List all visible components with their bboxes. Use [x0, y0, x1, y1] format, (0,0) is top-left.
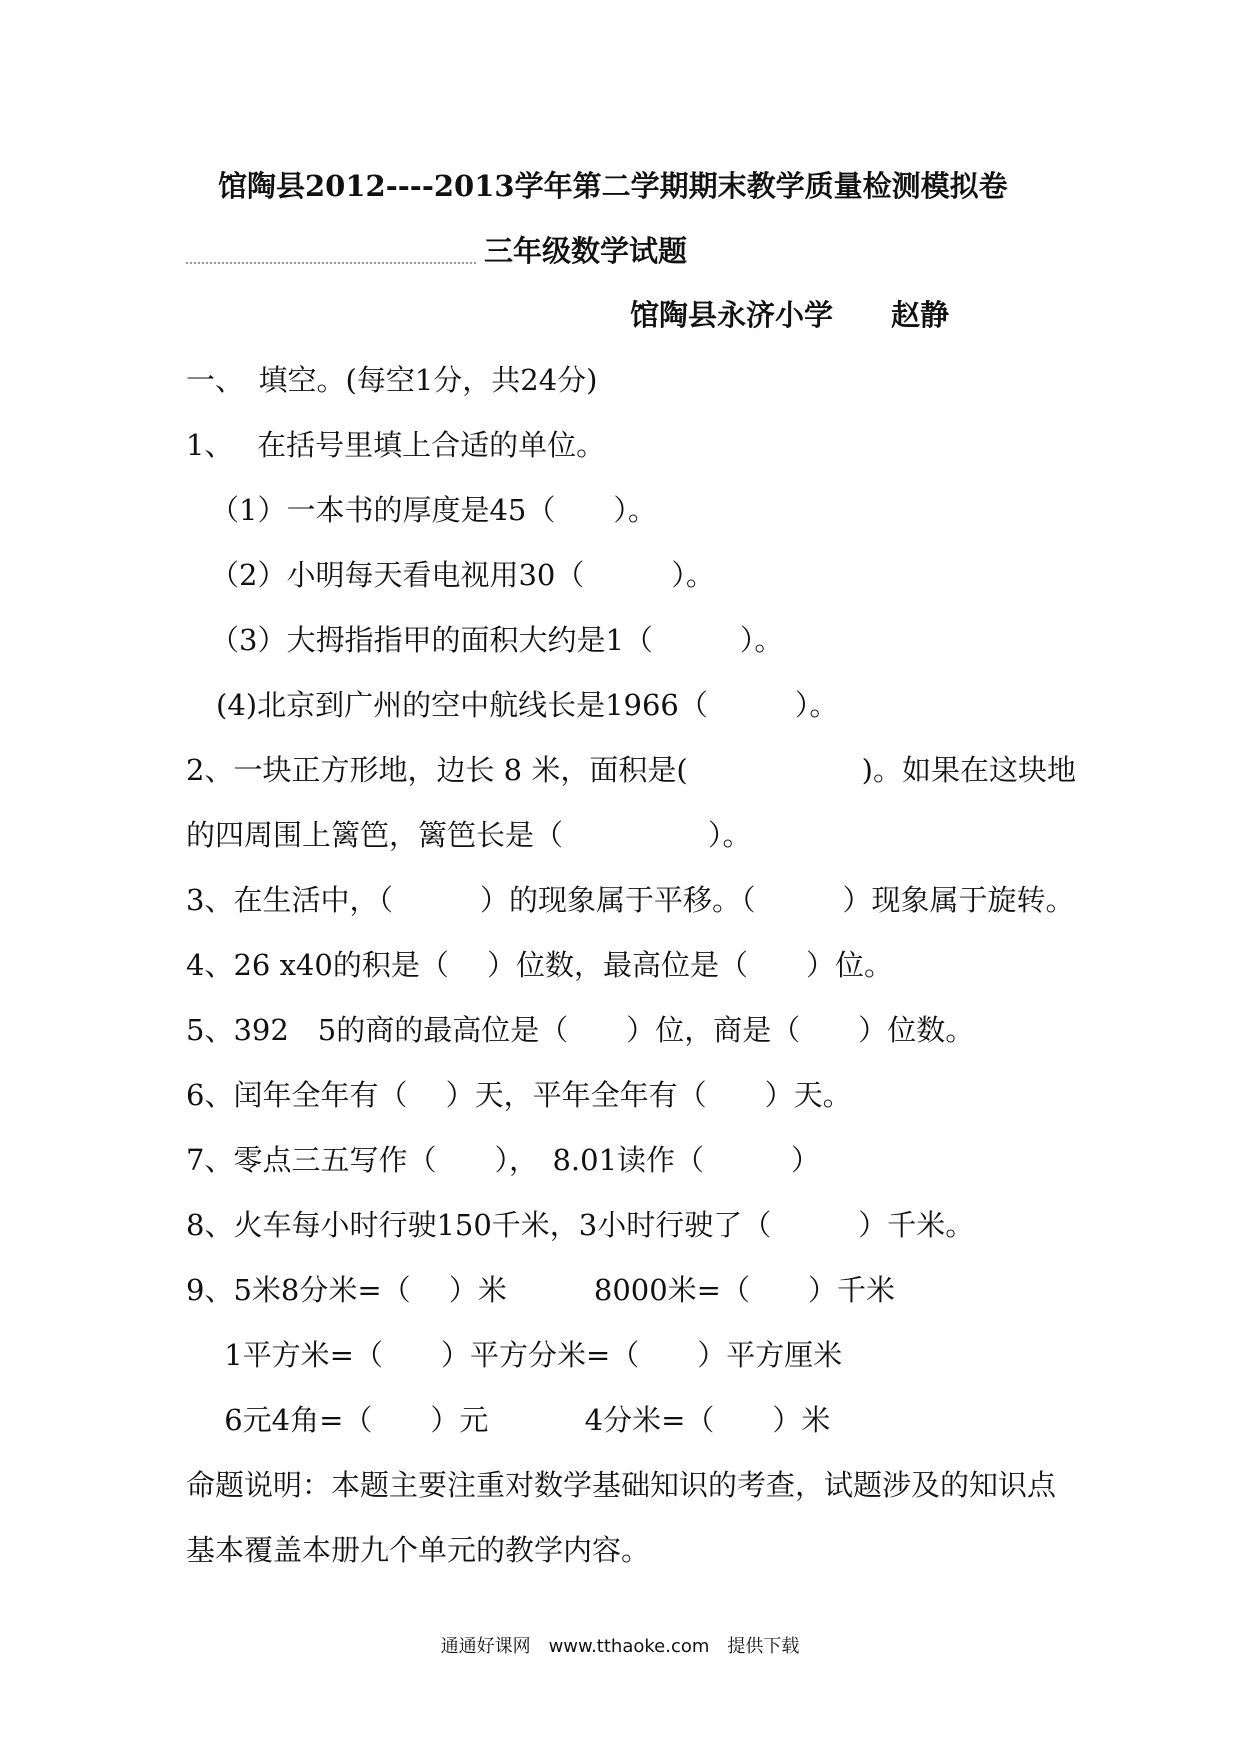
question-5: 5、392 5的商的最高位是（ ）位，商是（ ）位数。: [186, 1013, 975, 1047]
question-8: 8、火车每小时行驶150千米，3小时行驶了（ ）千米。: [186, 1208, 975, 1242]
question-6: 6、闰年全年有（ ）天，平年全年有（ ）天。: [186, 1078, 852, 1112]
question-7: 7、零点三五写作（ ）， 8.01读作（ ）: [186, 1143, 821, 1177]
question-1-item-3: （3）大拇指指甲的面积大约是1（ ）。: [210, 623, 784, 657]
section-heading: 一、 填空。(每空1分，共24分): [186, 363, 598, 397]
question-9-line-3: 6元4角=（ ）元 4分米=（ ）米: [186, 1403, 831, 1437]
question-2-line-1: 2、一块正方形地，边长 8 米，面积是( )。如果在这块地: [186, 753, 1076, 787]
question-1-stem: 1、 在括号里填上合适的单位。: [186, 428, 606, 462]
exam-title: 馆陶县2012----2013学年第二学期期末教学质量检测模拟卷: [218, 169, 1008, 203]
exam-subtitle: 三年级数学试题: [484, 234, 688, 268]
question-4: 4、26 x40的积是（ ）位数，最高位是（ ）位。: [186, 948, 894, 982]
question-3: 3、在生活中，（ ）的现象属于平移。（ ）现象属于旋转。: [186, 883, 1075, 917]
note-line-1: 命题说明：本题主要注重对数学基础知识的考查，试题涉及的知识点: [186, 1468, 1057, 1502]
question-1-item-2: （2）小明每天看电视用30（ ）。: [210, 558, 715, 592]
question-9-line-2: 1平方米=（ ）平方分米=（ ）平方厘米: [186, 1338, 843, 1372]
dotted-divider: [186, 262, 476, 264]
question-1-item-1: （1）一本书的厚度是45（ ）。: [210, 493, 657, 527]
question-1-item-4: (4)北京到广州的空中航线长是1966（ ）。: [216, 688, 839, 722]
exam-author: 馆陶县永济小学 赵静: [630, 298, 950, 332]
page-footer: 通通好课网 www.tthaoke.com 提供下载: [440, 1636, 800, 1657]
note-line-2: 基本覆盖本册九个单元的教学内容。: [186, 1533, 651, 1567]
question-2-line-2: 的四周围上篱笆，篱笆长是（ ）。: [186, 818, 752, 852]
question-9-line-1: 9、5米8分米=（ ）米 8000米=（ ）千米: [186, 1273, 895, 1307]
